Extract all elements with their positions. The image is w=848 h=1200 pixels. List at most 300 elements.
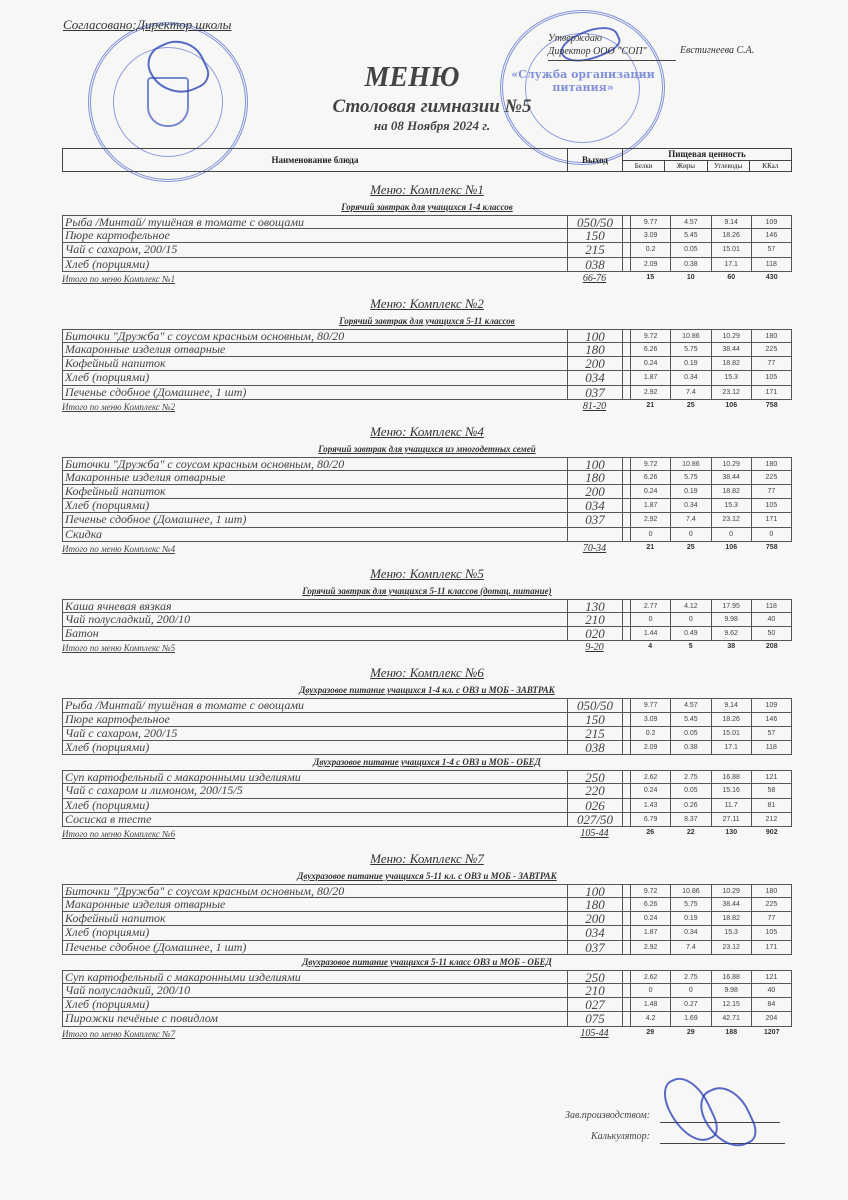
- carbs-value: 15.3: [712, 926, 752, 939]
- fat-value: 0.34: [671, 371, 711, 384]
- dish-table: [62, 970, 792, 1027]
- dish-output: 037: [568, 941, 623, 954]
- carbs-value: 38.44: [712, 343, 752, 356]
- kcal-value: 180: [765, 887, 778, 895]
- total-kcal: 758: [765, 401, 778, 409]
- column-gap: [623, 926, 631, 939]
- dish-name: Суп картофельный с макаронными изделиями: [63, 971, 568, 983]
- table-row: [62, 727, 792, 741]
- carbs-value: 9.14: [712, 699, 752, 711]
- table-row: [62, 941, 792, 955]
- dish-output: 150: [568, 713, 623, 726]
- dish-output: 100: [568, 885, 623, 897]
- column-gap: [623, 357, 631, 370]
- kcal-value: 40: [767, 616, 776, 623]
- dish-output: 210: [568, 984, 623, 997]
- header-protein: Белки: [623, 161, 665, 172]
- total-price: 105-44: [580, 827, 609, 839]
- fat-value: 1.69: [671, 1012, 711, 1025]
- fat-value: 0.05: [671, 784, 711, 797]
- dish-output: 050/50: [568, 699, 623, 711]
- carbs-value: 10.29: [712, 885, 752, 897]
- total-fat: 25: [686, 401, 695, 409]
- protein-value: 0.24: [631, 357, 671, 370]
- dish-name: Чай полусладкий, 200/10: [63, 613, 568, 626]
- meal-group-title: Двухразовое питание учащихся 5-11 класс ОВЗ и МОБ - ОБЕД: [302, 956, 552, 967]
- table-row: [62, 485, 792, 499]
- meal-group-title: Горячий завтрак для учащихся 5-11 классов: [339, 315, 515, 326]
- total-carbs: 188: [725, 1028, 738, 1036]
- kcal-value: 105: [765, 929, 778, 937]
- total-label: Итого по меню Комплекс №4: [62, 543, 176, 554]
- table-row: [62, 243, 792, 257]
- fat-value: 5.45: [671, 713, 711, 726]
- table-row: [62, 970, 792, 984]
- complex-title: Меню: Комплекс №6: [370, 665, 484, 681]
- column-gap: [623, 912, 631, 925]
- fat-value: 10.86: [671, 458, 711, 470]
- approved-by-block: [548, 32, 647, 58]
- menu-complex: [62, 564, 792, 656]
- fat-value: 0.27: [671, 998, 711, 1011]
- protein-value: 2.92: [631, 513, 671, 526]
- total-label: Итого по меню Комплекс №5: [62, 643, 176, 654]
- column-gap: [623, 941, 631, 954]
- protein-value: 6.26: [631, 471, 671, 484]
- column-gap: [623, 699, 631, 711]
- carbs-value: 9.14: [712, 216, 752, 228]
- table-row: [62, 799, 792, 813]
- table-row: [62, 471, 792, 485]
- table-row: [62, 371, 792, 385]
- table-row: [62, 770, 792, 784]
- protein-value: 2.62: [631, 771, 671, 783]
- kcal-value: 109: [765, 219, 778, 226]
- table-row: [62, 613, 792, 627]
- protein-value: 0.24: [631, 784, 671, 797]
- protein-value: 1.87: [631, 499, 671, 512]
- kcal-value: 146: [765, 715, 778, 723]
- carbs-value: 9.62: [712, 627, 752, 640]
- carbs-value: 16.88: [712, 971, 752, 983]
- protein-value: 0.24: [631, 485, 671, 498]
- fat-value: 0.34: [671, 926, 711, 939]
- table-row: [62, 513, 792, 527]
- menu-complex: [62, 294, 792, 414]
- table-row: [62, 813, 792, 827]
- protein-value: 1.87: [631, 371, 671, 384]
- dish-name: Хлеб (порциями): [63, 799, 568, 812]
- dish-table: [62, 599, 792, 642]
- kcal-value: 171: [765, 388, 778, 396]
- meal-group-title: Горячий завтрак для учащихся 5-11 классов (дотац. питание): [302, 585, 552, 596]
- dish-output: 038: [568, 741, 623, 754]
- dish-output: 027: [568, 998, 623, 1011]
- column-gap: [623, 799, 631, 812]
- total-price: 81-20: [582, 400, 607, 412]
- total-carbs: 106: [725, 543, 738, 551]
- dish-name: Биточки "Дружба" с соусом красным основным, 80/20: [63, 330, 568, 342]
- column-gap: [622, 400, 630, 414]
- menu-complex: [62, 422, 792, 556]
- complex-total: [62, 1027, 792, 1041]
- total-label: Итого по меню Комплекс №6: [62, 828, 176, 839]
- protein-value: 9.77: [631, 216, 671, 228]
- column-gap: [623, 471, 631, 484]
- kcal-value: 225: [765, 473, 778, 481]
- dish-output: 200: [568, 357, 623, 370]
- protein-value: 9.72: [631, 330, 671, 342]
- protein-value: 1.43: [631, 799, 671, 812]
- fat-value: 10.86: [671, 885, 711, 897]
- total-label: Итого по меню Комплекс №7: [62, 1028, 176, 1039]
- fat-value: 4.57: [671, 699, 711, 711]
- column-gap: [623, 386, 631, 399]
- kcal-value: 118: [765, 260, 777, 268]
- kcal-value: 105: [765, 374, 778, 382]
- total-fat: 10: [686, 273, 695, 281]
- column-gap: [623, 458, 631, 470]
- protein-value: 2.09: [631, 258, 671, 271]
- total-carbs: 106: [725, 401, 738, 409]
- dish-name: Кофейный напиток: [63, 357, 568, 370]
- carbs-value: 17.95: [712, 600, 752, 612]
- total-kcal: 1207: [763, 1028, 780, 1036]
- dish-output: 037: [568, 386, 623, 399]
- table-row: [62, 884, 792, 898]
- header-nutrition: [623, 149, 791, 171]
- table-row: [62, 528, 792, 542]
- signature-line: [548, 60, 676, 61]
- total-fat: 29: [686, 1028, 695, 1036]
- carbs-value: 18.82: [712, 912, 752, 925]
- approver-position: Директор ООО "СОП": [548, 46, 647, 57]
- menu-content: [62, 176, 792, 1049]
- dish-output: 215: [568, 727, 623, 740]
- complex-title: Меню: Комплекс №4: [370, 423, 484, 439]
- complex-total: [62, 641, 792, 655]
- kcal-value: 84: [767, 1001, 776, 1009]
- dish-name: Макаронные изделия отварные: [63, 898, 568, 911]
- fat-value: 0.19: [671, 485, 711, 498]
- table-row: [62, 984, 792, 998]
- column-gap: [623, 499, 631, 512]
- dish-output: 020: [568, 627, 623, 640]
- dish-output: 180: [568, 471, 623, 484]
- dish-name: Сосиска в тесте: [63, 813, 568, 826]
- approved-by-director: Согласовано:Директор школы: [63, 17, 232, 32]
- protein-value: 3.09: [631, 229, 671, 242]
- complex-title: Меню: Комплекс №7: [370, 850, 484, 866]
- fat-value: 0: [671, 528, 711, 541]
- column-gap: [623, 813, 631, 826]
- dish-output: 034: [568, 499, 623, 512]
- kcal-value: 212: [765, 815, 778, 823]
- kcal-value: 77: [767, 488, 776, 496]
- calculator-line: [660, 1143, 785, 1144]
- carbs-value: 18.82: [712, 357, 752, 370]
- column-gap: [623, 258, 631, 271]
- header-kcal: ККал: [762, 162, 779, 170]
- protein-value: 1.48: [631, 998, 671, 1011]
- fat-value: 0.19: [671, 357, 711, 370]
- fat-value: 2.75: [671, 771, 711, 783]
- total-label: Итого по меню Комплекс №1: [62, 273, 176, 284]
- dish-name: Печенье сдобное (Домашнее, 1 шт): [63, 513, 568, 526]
- kcal-value: 81: [767, 801, 776, 809]
- fat-value: 5.45: [671, 229, 711, 242]
- dish-name: Печенье сдобное (Домашнее, 1 шт): [63, 941, 568, 954]
- dish-output: 250: [568, 971, 623, 983]
- header-output: Выход: [568, 149, 623, 171]
- table-row: [62, 912, 792, 926]
- dish-name: Чай с сахаром и лимоном, 200/15/5: [63, 784, 568, 797]
- dish-output: 215: [568, 243, 623, 256]
- total-kcal: 902: [765, 828, 778, 836]
- page-subtitle: Столовая гимназии №5: [332, 96, 532, 117]
- table-row: [62, 329, 792, 343]
- fat-value: 0.26: [671, 799, 711, 812]
- complex-title: Меню: Комплекс №2: [370, 295, 484, 311]
- dish-output: 038: [568, 258, 623, 271]
- fat-value: 0.05: [671, 243, 711, 256]
- complex-total: [62, 400, 792, 414]
- table-row: [62, 1012, 792, 1026]
- protein-value: 1.44: [631, 627, 671, 640]
- column-gap: [623, 784, 631, 797]
- stamp-text: «Служба организации питания»: [511, 68, 655, 94]
- protein-value: 3.09: [631, 713, 671, 726]
- kcal-value: 0: [769, 530, 774, 538]
- protein-value: 2.77: [631, 600, 671, 612]
- dish-output: 180: [568, 898, 623, 911]
- table-row: [62, 457, 792, 471]
- meal-group-title: Горячий завтрак для учащихся из многодетных семей: [318, 443, 536, 454]
- column-gap: [623, 1012, 631, 1025]
- total-kcal: 758: [765, 543, 778, 551]
- dish-name: Хлеб (порциями): [63, 258, 568, 271]
- dish-name: Каша ячневая вязкая: [63, 600, 568, 612]
- dish-output: 034: [568, 371, 623, 384]
- protein-value: 0.2: [631, 727, 671, 740]
- meal-group-title: Двухразовое питание учащихся 5-11 кл. с ОВЗ и МОБ - ЗАВТРАК: [297, 870, 557, 881]
- protein-value: 0: [631, 613, 671, 626]
- column-gap: [622, 272, 630, 286]
- protein-value: 2.92: [631, 386, 671, 399]
- dish-output: 130: [568, 600, 623, 612]
- total-kcal: 208: [765, 643, 778, 651]
- carbs-value: 23.12: [712, 513, 752, 526]
- table-row: [62, 998, 792, 1012]
- column-gap: [623, 485, 631, 498]
- kcal-value: 180: [765, 460, 778, 468]
- carbs-value: 23.12: [712, 941, 752, 954]
- protein-value: 2.09: [631, 741, 671, 754]
- total-kcal: 430: [765, 273, 778, 281]
- dish-name: Кофейный напиток: [63, 485, 568, 498]
- dish-output: 200: [568, 485, 623, 498]
- total-carbs: 60: [727, 273, 736, 281]
- fat-value: 0: [671, 984, 711, 997]
- dish-output: 100: [568, 458, 623, 470]
- column-gap: [623, 984, 631, 997]
- carbs-value: 10.29: [712, 330, 752, 342]
- dish-name: Хлеб (порциями): [63, 371, 568, 384]
- dish-name: Пирожки печёные с повидлом: [63, 1012, 568, 1025]
- carbs-value: 11.7: [712, 799, 752, 812]
- dish-name: Чай с сахаром, 200/15: [63, 727, 568, 740]
- dish-table: [62, 457, 792, 542]
- kcal-value: 118: [765, 602, 777, 610]
- dish-table: [62, 329, 792, 400]
- total-price: 105-44: [580, 1027, 609, 1039]
- kcal-value: 109: [765, 702, 778, 710]
- carbs-value: 18.26: [712, 229, 752, 242]
- column-gap: [622, 1027, 630, 1041]
- fat-value: 5.75: [671, 898, 711, 911]
- table-row: [62, 784, 792, 798]
- dish-output: 150: [568, 229, 623, 242]
- total-fat: 22: [686, 828, 695, 836]
- protein-value: 0: [631, 528, 671, 541]
- header-carbs: Углеводы: [708, 161, 750, 172]
- total-protein: 29: [646, 1028, 655, 1036]
- total-fat: 25: [686, 543, 695, 551]
- carbs-value: 38.44: [712, 898, 752, 911]
- total-price: 66-76: [582, 272, 607, 284]
- complex-total: [62, 827, 792, 841]
- total-protein: 4: [648, 643, 653, 651]
- protein-value: 0.24: [631, 912, 671, 925]
- protein-value: 6.26: [631, 898, 671, 911]
- column-gap: [623, 713, 631, 726]
- dish-name: Суп картофельный с макаронными изделиями: [63, 771, 568, 783]
- dish-output: 075: [568, 1012, 623, 1025]
- fat-value: 5.75: [671, 343, 711, 356]
- column-gap: [623, 528, 631, 541]
- dish-name: Биточки "Дружба" с соусом красным основным, 80/20: [63, 458, 568, 470]
- kcal-value: 58: [767, 787, 776, 795]
- column-gap: [623, 971, 631, 983]
- kcal-value: 171: [765, 516, 778, 524]
- column-gap: [623, 343, 631, 356]
- carbs-value: 18.26: [712, 713, 752, 726]
- complex-total: [62, 542, 792, 556]
- menu-complex: [62, 180, 792, 286]
- table-row: [62, 627, 792, 641]
- kcal-value: 57: [767, 246, 776, 254]
- protein-value: 9.77: [631, 699, 671, 711]
- protein-value: 6.79: [631, 813, 671, 826]
- table-row: [62, 741, 792, 755]
- dish-name: Пюре картофельное: [63, 713, 568, 726]
- column-gap: [623, 627, 631, 640]
- fat-value: 8.37: [671, 813, 711, 826]
- calculator-signature: [693, 1079, 761, 1157]
- calculator-label: Калькулятор:: [591, 1131, 650, 1142]
- column-gap: [623, 229, 631, 242]
- column-gap: [622, 827, 630, 841]
- fat-value: 4.57: [671, 216, 711, 228]
- fat-value: 7.4: [671, 386, 711, 399]
- dish-output: 034: [568, 926, 623, 939]
- dish-name: Хлеб (порциями): [63, 926, 568, 939]
- dish-output: 210: [568, 613, 623, 626]
- total-protein: 21: [646, 543, 655, 551]
- dish-name: Биточки "Дружба" с соусом красным основным, 80/20: [63, 885, 568, 897]
- kcal-value: 204: [765, 1015, 778, 1023]
- kcal-value: 118: [765, 743, 777, 751]
- header-dish-name: Наименование блюда: [63, 149, 568, 171]
- column-gap: [623, 898, 631, 911]
- dish-name: Кофейный напиток: [63, 912, 568, 925]
- carbs-value: 15.16: [712, 784, 752, 797]
- menu-complex: [62, 849, 792, 1041]
- kcal-value: 50: [767, 630, 776, 638]
- carbs-value: 27.11: [712, 813, 752, 826]
- dish-output: 200: [568, 912, 623, 925]
- protein-value: 4.2: [631, 1012, 671, 1025]
- dish-name: Печенье сдобное (Домашнее, 1 шт): [63, 386, 568, 399]
- table-row: [62, 258, 792, 272]
- fat-value: 0.19: [671, 912, 711, 925]
- meal-group-title: Горячий завтрак для учащихся 1-4 классов: [341, 202, 513, 212]
- kcal-value: 57: [767, 729, 776, 737]
- dish-table: [62, 698, 792, 755]
- dish-output: 100: [568, 330, 623, 342]
- dish-name: Макаронные изделия отварные: [63, 471, 568, 484]
- kcal-value: 121: [765, 774, 778, 782]
- carbs-value: 15.01: [712, 243, 752, 256]
- total-protein: 21: [646, 401, 655, 409]
- kcal-value: 171: [765, 943, 778, 951]
- kcal-value: 146: [765, 232, 778, 240]
- fat-value: 0.34: [671, 499, 711, 512]
- table-row: [62, 357, 792, 371]
- total-price: 9-20: [585, 642, 604, 654]
- dish-output: 026: [568, 799, 623, 812]
- signer-name: Евстигнеева С.А.: [680, 45, 755, 56]
- carbs-value: 17.1: [712, 741, 752, 754]
- column-gap: [623, 513, 631, 526]
- dish-name: Хлеб (порциями): [63, 499, 568, 512]
- table-row: [62, 698, 792, 712]
- protein-value: 0.2: [631, 243, 671, 256]
- menu-complex: [62, 663, 792, 841]
- column-gap: [623, 371, 631, 384]
- carbs-value: 9.98: [712, 984, 752, 997]
- table-row: [62, 713, 792, 727]
- protein-value: 2.92: [631, 941, 671, 954]
- total-fat: 5: [688, 643, 693, 651]
- dish-name: Чай полусладкий, 200/10: [63, 984, 568, 997]
- carbs-value: 38.44: [712, 471, 752, 484]
- carbs-value: 0: [712, 528, 752, 541]
- column-gap: [622, 641, 630, 655]
- carbs-value: 17.1: [712, 258, 752, 271]
- column-gap: [623, 771, 631, 783]
- carbs-value: 23.12: [712, 386, 752, 399]
- kcal-value: 77: [767, 360, 776, 368]
- table-row: [62, 215, 792, 229]
- column-gap: [623, 613, 631, 626]
- dish-output: 050/50: [568, 216, 623, 228]
- total-carbs: 130: [725, 828, 738, 836]
- total-price: 70-34: [582, 542, 607, 554]
- fat-value: 10.86: [671, 330, 711, 342]
- column-gap: [623, 885, 631, 897]
- carbs-value: 15.3: [712, 371, 752, 384]
